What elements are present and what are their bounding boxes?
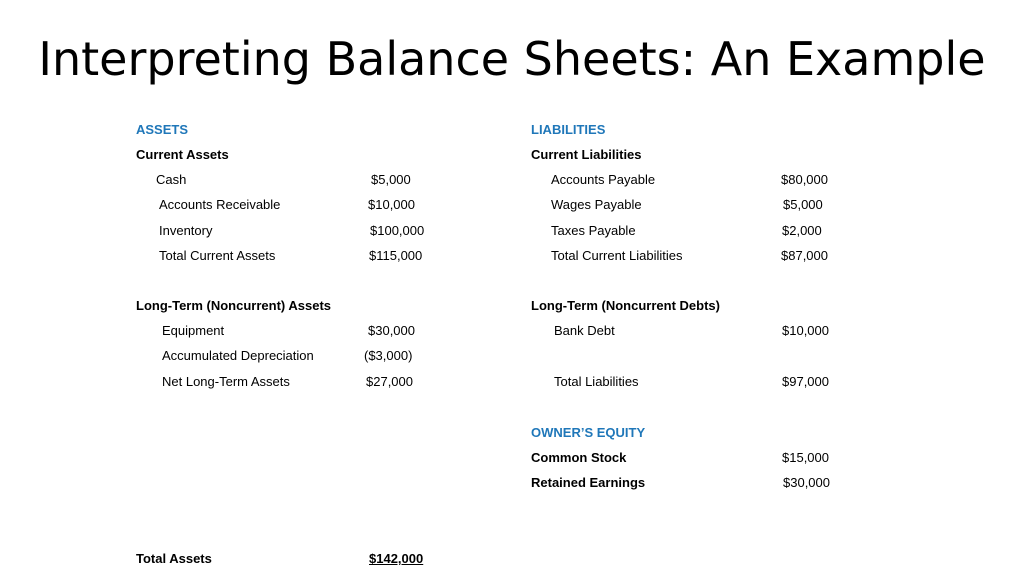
longterm-assets-heading: Long-Term (Noncurrent) Assets bbox=[136, 298, 332, 313]
bank-debt-label: Bank Debt bbox=[554, 323, 615, 338]
retained-earnings-value: $30,000 bbox=[783, 475, 830, 490]
accounts-payable-value: $80,000 bbox=[781, 172, 828, 187]
inventory-value: $100,000 bbox=[370, 223, 425, 238]
total-current-liabilities-label: Total Current Liabilities bbox=[551, 248, 683, 263]
accumulated-depreciation-value: ($3,000) bbox=[364, 348, 413, 363]
wages-payable-value: $5,000 bbox=[783, 197, 823, 212]
net-longterm-assets-value: $27,000 bbox=[366, 374, 413, 389]
accounts-payable-label: Accounts Payable bbox=[551, 172, 656, 187]
total-current-assets-value: $115,000 bbox=[369, 248, 423, 263]
cash-label: Cash bbox=[156, 172, 187, 187]
current-liabilities-heading: Current Liabilities bbox=[531, 147, 642, 162]
accounts-receivable-label: Accounts Receivable bbox=[159, 197, 281, 212]
total-current-liabilities-value: $87,000 bbox=[781, 248, 828, 263]
taxes-payable-value: $2,000 bbox=[782, 223, 822, 238]
inventory-label: Inventory bbox=[159, 223, 213, 238]
liabilities-heading: LIABILITIES bbox=[531, 122, 606, 137]
total-assets-label: Total Assets bbox=[136, 551, 212, 566]
bank-debt-value: $10,000 bbox=[782, 323, 829, 338]
common-stock-label: Common Stock bbox=[531, 450, 627, 465]
current-assets-heading: Current Assets bbox=[136, 147, 229, 162]
net-longterm-assets-label: Net Long-Term Assets bbox=[162, 374, 290, 389]
slide-title: Interpreting Balance Sheets: An Example bbox=[38, 32, 986, 86]
accumulated-depreciation-label: Accumulated Depreciation bbox=[162, 348, 314, 363]
wages-payable-label: Wages Payable bbox=[551, 197, 642, 212]
owners-equity-heading: OWNER’S EQUITY bbox=[531, 425, 646, 440]
total-liabilities-value: $97,000 bbox=[782, 374, 829, 389]
equipment-label: Equipment bbox=[162, 323, 225, 338]
assets-heading: ASSETS bbox=[136, 122, 189, 137]
total-liabilities-label: Total Liabilities bbox=[554, 374, 639, 389]
accounts-receivable-value: $10,000 bbox=[368, 197, 415, 212]
total-current-assets-label: Total Current Assets bbox=[159, 248, 276, 263]
longterm-debts-heading: Long-Term (Noncurrent Debts) bbox=[531, 298, 720, 313]
total-assets-value: $142,000 bbox=[369, 551, 424, 566]
equipment-value: $30,000 bbox=[368, 323, 415, 338]
retained-earnings-label: Retained Earnings bbox=[531, 475, 646, 490]
common-stock-value: $15,000 bbox=[782, 450, 829, 465]
taxes-payable-label: Taxes Payable bbox=[551, 223, 636, 238]
cash-value: $5,000 bbox=[371, 172, 411, 187]
